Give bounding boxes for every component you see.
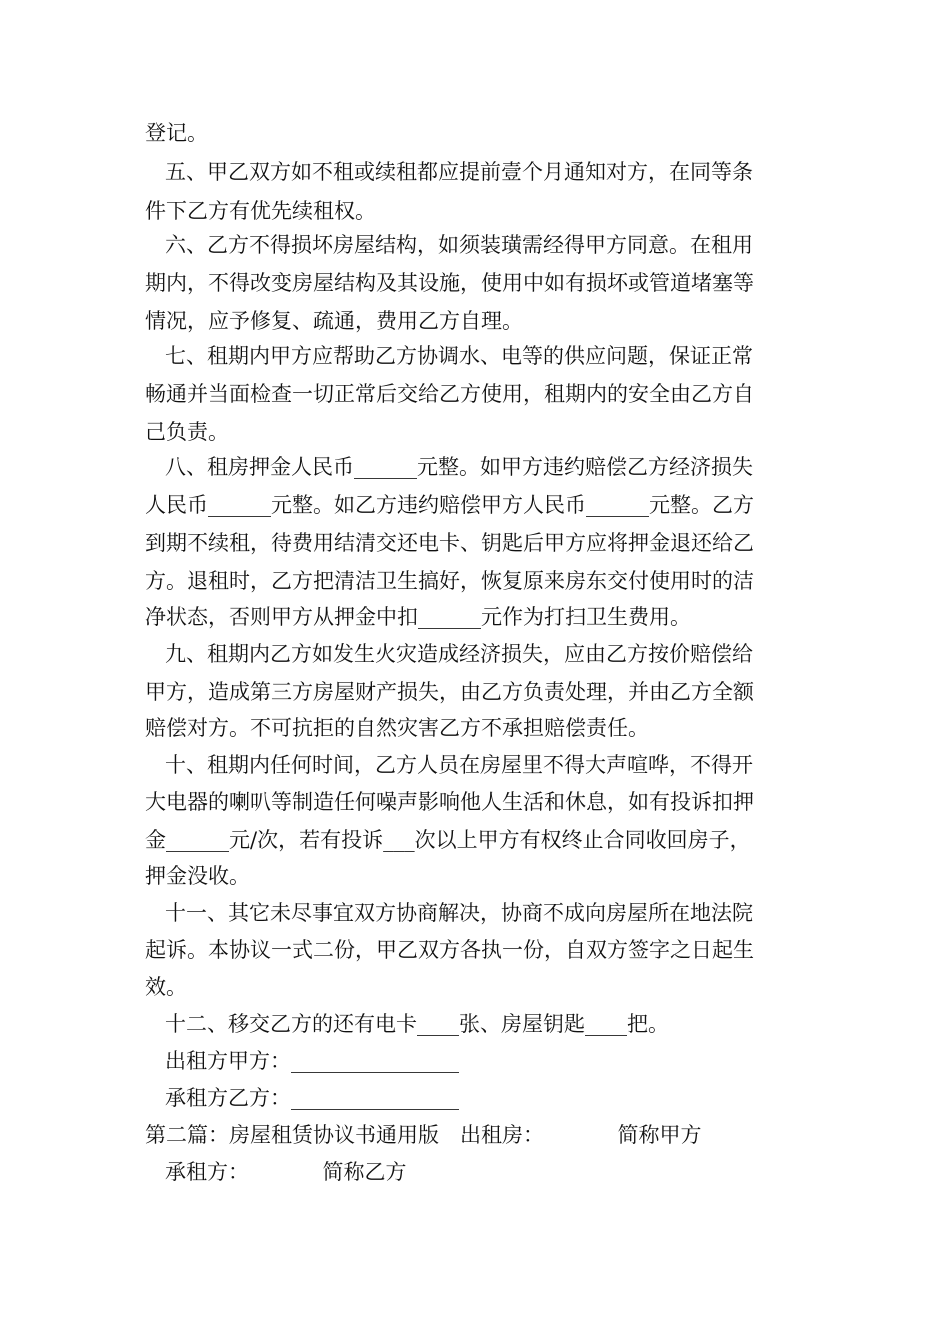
text-line: 金______元/次，若有投诉___次以上甲方有权终止合同收回房子， bbox=[145, 828, 751, 852]
text-line: 方。退租时，乙方把清洁卫生搞好，恢复原来房东交付使用时的洁 bbox=[145, 569, 754, 593]
clause-9-line: 九、租期内乙方如发生火灾造成经济损失，应由乙方按价赔偿给 bbox=[165, 642, 753, 666]
clause-11-line: 十一、其它未尽事宜双方协商解决，协商不成向房屋所在地法院 bbox=[165, 901, 753, 925]
text-line: 登记。 bbox=[145, 121, 208, 145]
clause-10-line: 十、租期内任何时间，乙方人员在房屋里不得大声喧哗，不得开 bbox=[165, 753, 753, 777]
clause-7-line: 七、租期内甲方应帮助乙方协调水、电等的供应问题，保证正常 bbox=[165, 344, 753, 368]
text-line: 甲方，造成第三方房屋财产损失，由乙方负责处理，并由乙方全额 bbox=[145, 680, 754, 704]
text-line: 情况，应予修复、疏通，费用乙方自理。 bbox=[145, 309, 523, 333]
text-line: 赔偿对方。不可抗拒的自然灾害乙方不承担赔偿责任。 bbox=[145, 716, 649, 740]
clause-8-line: 八、租房押金人民币______元整。如甲方违约赔偿乙方经济损失 bbox=[165, 455, 753, 479]
text-line: 件下乙方有优先续租权。 bbox=[145, 199, 376, 223]
lessee-line: 承租方： 简称乙方 bbox=[165, 1160, 407, 1184]
clause-12-line: 十二、移交乙方的还有电卡____张、房屋钥匙____把。 bbox=[165, 1012, 669, 1036]
text-line: 押金没收。 bbox=[145, 864, 250, 888]
text-line: 效。 bbox=[145, 975, 187, 999]
text-line: 期内，不得改变房屋结构及其设施，使用中如有损坏或管道堵塞等 bbox=[145, 271, 754, 295]
clause-6-line: 六、乙方不得损坏房屋结构，如须装璜需经得甲方同意。在租用 bbox=[165, 233, 753, 257]
lessee-signature-line: 承租方乙方：________________ bbox=[165, 1086, 459, 1110]
text-line: 己负责。 bbox=[145, 420, 229, 444]
clause-5-line: 五、甲乙双方如不租或续租都应提前壹个月通知对方，在同等条 bbox=[165, 160, 753, 184]
text-line: 人民币______元整。如乙方违约赔偿甲方人民币______元整。乙方 bbox=[145, 493, 754, 517]
text-line: 净状态，否则甲方从押金中扣______元作为打扫卫生费用。 bbox=[145, 605, 691, 629]
text-line: 畅通并当面检查一切正常后交给乙方使用，租期内的安全由乙方自 bbox=[145, 382, 754, 406]
lessor-signature-line: 出租方甲方：________________ bbox=[165, 1049, 459, 1073]
text-line: 到期不续租，待费用结清交还电卡、钥匙后甲方应将押金退还给乙 bbox=[145, 531, 754, 555]
section-heading: 第二篇：房屋租赁协议书通用版 出租房： 简称甲方 bbox=[145, 1123, 702, 1147]
text-line: 起诉。本协议一式二份，甲乙双方各执一份，自双方签字之日起生 bbox=[145, 938, 754, 962]
text-line: 大电器的喇叭等制造任何噪声影响他人生活和休息，如有投诉扣押 bbox=[145, 790, 754, 814]
